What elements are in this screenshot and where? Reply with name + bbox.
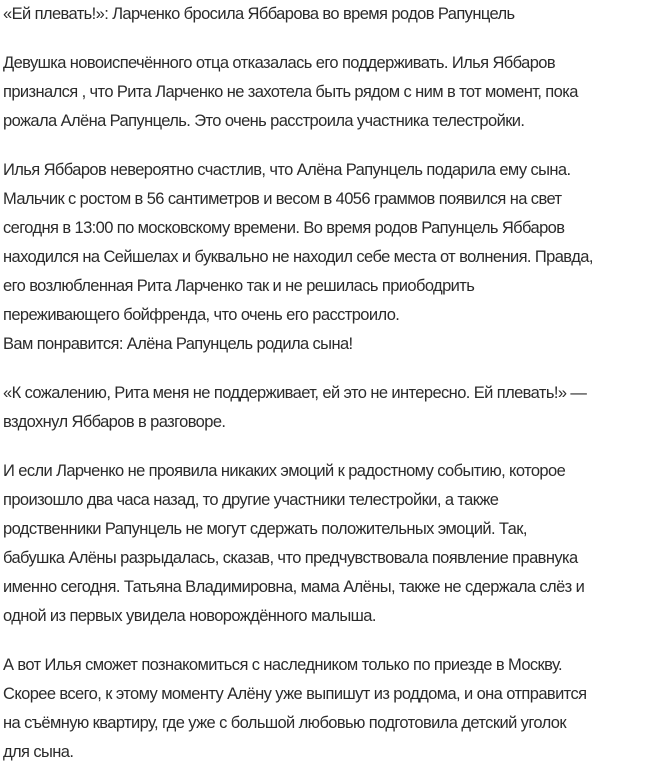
text-line: произошло два часа назад, то другие участники телестройки, а также bbox=[3, 491, 499, 509]
text-line: переживающего бойфренда, что очень его расстроило. bbox=[3, 306, 400, 324]
text-line: его возлюбленная Рита Ларченко так и не решилась приободрить bbox=[3, 277, 475, 295]
text-line: Мальчик с ростом в 56 сантиметров и весом в 4056 граммов появился на свет bbox=[3, 190, 562, 208]
text-line: Илья Яббаров невероятно счастлив, что Алёна Рапунцель подарила ему сына. bbox=[3, 161, 571, 179]
text-line: «К сожалению, Рита меня не поддерживает, ей это не интересно. Ей плевать!» — bbox=[3, 384, 587, 402]
text-line: вздохнул Яббаров в разговоре. bbox=[3, 413, 226, 431]
text-line: А вот Илья сможет познакомиться с наследником только по приезде в Москву. bbox=[3, 656, 562, 674]
text-line: на съёмную квартиру, где уже с большой любовью подготовила детский уголок bbox=[3, 714, 566, 732]
text-line: именно сегодня. Татьяна Владимировна, мама Алёны, также не сдержала слёз и bbox=[3, 578, 585, 596]
text-line: И если Ларченко не проявила никаких эмоций к радостному событию, которое bbox=[3, 462, 566, 480]
paragraph-1 bbox=[3, 49, 664, 136]
text-line: бабушка Алёны разрыдалась, сказав, что предчувствовала появление правнука bbox=[3, 549, 578, 567]
text-line: признался , что Рита Ларченко не захотела быть рядом с ним в тот момент, пока bbox=[3, 83, 578, 101]
text-line: для сына. bbox=[3, 743, 74, 761]
text-line: Девушка новоиспечённого отца отказалась его поддерживать. Илья Яббаров bbox=[3, 54, 556, 72]
paragraph-4 bbox=[3, 457, 664, 631]
related-link[interactable]: Вам понравится: Алёна Рапунцель родила сына! bbox=[3, 335, 353, 353]
text-line: Скорее всего, к этому моменту Алёну уже выпишут из роддома, и она отправится bbox=[3, 685, 587, 703]
paragraph-5 bbox=[3, 651, 664, 767]
text-line: рожала Алёна Рапунцель. Это очень расстроила участника телестройки. bbox=[3, 112, 525, 130]
text-line: находился на Сейшелах и буквально не находил себе места от волнения. Правда, bbox=[3, 248, 593, 266]
text-line: одной из первых увидела новорождённого малыша. bbox=[3, 607, 376, 625]
article-title: «Ей плевать!»: Ларченко бросила Яббарова во время родов Рапунцель bbox=[3, 5, 515, 23]
paragraph-2 bbox=[3, 156, 664, 359]
text-line: сегодня в 13:00 по московскому времени. Во время родов Рапунцель Яббаров bbox=[3, 219, 565, 237]
text-line: родственники Рапунцель не могут сдержать положительных эмоций. Так, bbox=[3, 520, 527, 538]
paragraph-3-quote bbox=[3, 379, 664, 437]
